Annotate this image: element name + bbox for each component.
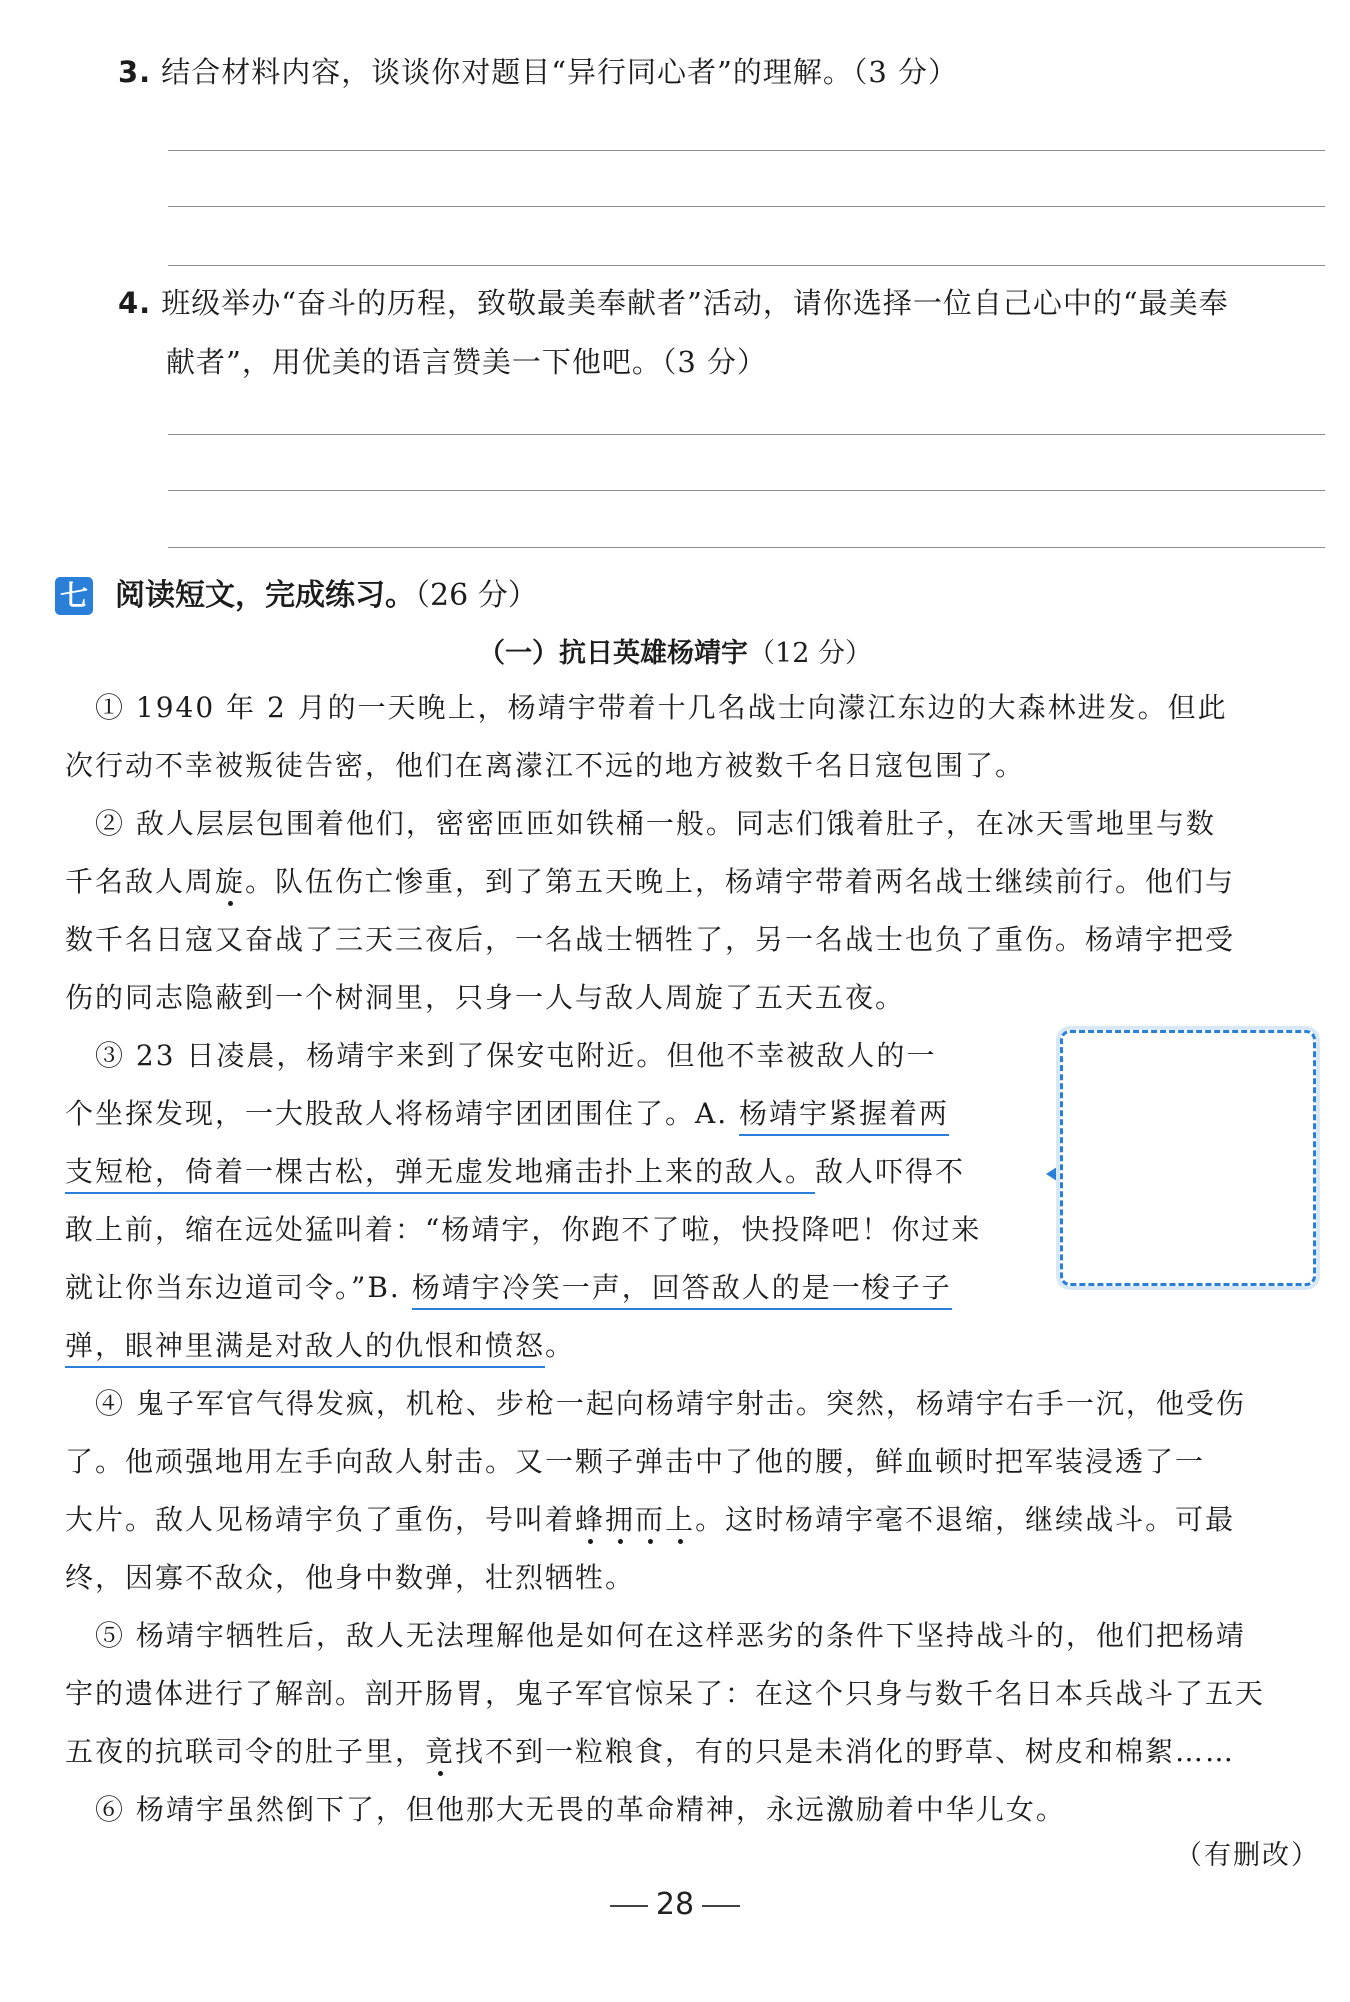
dash-left — [610, 1905, 648, 1907]
paragraph-5-line-3 — [65, 1732, 1235, 1772]
text-span: 。队伍伤亡惨重，到了第五天晚上，杨靖宇带着两名战士继续前行。他们与 — [245, 865, 1236, 898]
question-text: 班级举办“奋斗的历程，致敬最美奉献者”活动，请你选择一位自己心中的“最美奉 — [161, 286, 1229, 320]
answer-line[interactable] — [168, 150, 1325, 151]
paragraph-1-line-2: 次行动不幸被叛徒告密，他们在离濛江不远的地方被数千名日寇包围了。 — [65, 749, 1026, 782]
dotted-char: 旋 — [215, 865, 246, 898]
paragraph-4-line-4: 终，因寡不敌众，他身中数弹，壮烈牺牲。 — [65, 1561, 636, 1594]
paragraph-5-line-1: ⑤ 杨靖宇牺牲后，敌人无法理解他是如何在这样恶劣的条件下坚持战斗的，他们把杨靖 — [95, 1619, 1246, 1652]
underlined-sentence-a: 支短枪，倚着一棵古松，弹无虚发地痛击扑上来的敌人。 — [65, 1155, 815, 1194]
text-span: 。这时杨靖宇毫不退缩，继续战斗。可最 — [695, 1503, 1236, 1536]
underlined-sentence-a: 杨靖宇紧握着两 — [739, 1097, 949, 1136]
paragraph-4-line-1: ④ 鬼子军官气得发疯，机枪、步枪一起向杨靖宇射击。突然，杨靖宇右手一沉，他受伤 — [95, 1387, 1246, 1420]
paragraph-2-line-2 — [65, 862, 1235, 902]
section-title — [115, 575, 538, 617]
paragraph-6: ⑥ 杨靖宇虽然倒下了，但他那大无畏的革命精神，永远激励着中华儿女。 — [95, 1793, 1066, 1826]
paragraph-1-line-1: ① 1940 年 2 月的一天晚上，杨靖宇带着十几名战士向濛江东边的大森林进发。但此 — [95, 691, 1228, 724]
underlined-sentence-b: 弹，眼神里满是对敌人的仇恨和愤怒 — [65, 1329, 545, 1368]
text-span: 找不到一粒粮食，有的只是未消化的野草、树皮和棉絮…… — [455, 1735, 1236, 1768]
paragraph-3-line-4: 敢上前，缩在远处猛叫着：“杨靖宇，你跑不了啦，快投降吧！你过来 — [65, 1213, 982, 1246]
page-number — [0, 1883, 1350, 1927]
dotted-char: 竟 — [425, 1735, 456, 1768]
answer-line[interactable] — [168, 265, 1325, 266]
dash-right — [702, 1905, 740, 1907]
dotted-char: 拥 — [605, 1503, 636, 1536]
question-number: 3. — [118, 55, 152, 89]
answer-line[interactable] — [168, 434, 1325, 435]
text-span: 千名敌人周 — [65, 865, 216, 898]
paragraph-2-line-3: 数千名日寇又奋战了三天三夜后，一名战士牺牲了，另一名战士也负了重伤。杨靖宇把受 — [65, 923, 1236, 956]
text-span: 就让你当东边道司令。”B. — [65, 1271, 412, 1304]
question-3 — [118, 52, 958, 92]
question-4 — [118, 283, 1229, 323]
paragraph-3-line-3 — [65, 1152, 965, 1192]
text-span: 。 — [545, 1329, 576, 1362]
paragraph-3-line-6 — [65, 1326, 575, 1366]
dotted-char: 上 — [665, 1503, 696, 1536]
answer-line[interactable] — [168, 547, 1325, 548]
article-subtitle — [0, 634, 1350, 674]
article-subtitle-text: （一）抗日英雄杨靖宇 — [478, 638, 749, 669]
article-subtitle-points: （12 分） — [748, 638, 872, 669]
paragraph-3-line-1: ③ 23 日凌晨，杨靖宇来到了保安屯附近。但他不幸被敌人的一 — [95, 1039, 937, 1072]
paragraph-4-line-3 — [65, 1500, 1235, 1540]
section-badge: 七 — [55, 577, 93, 615]
question-4-line-2: 献者”，用优美的语言赞美一下他吧。（3 分） — [166, 345, 767, 379]
underlined-sentence-b: 杨靖宇冷笑一声，回答敌人的是一梭子子 — [412, 1271, 952, 1310]
page-number-text: 28 — [655, 1887, 695, 1922]
note-box-pointer — [1046, 1165, 1060, 1183]
paragraph-2-line-4: 伤的同志隐蔽到一个树洞里，只身一人与敌人周旋了五天五夜。 — [65, 981, 906, 1014]
text-span: 大片。敌人见杨靖宇负了重伤，号叫着 — [65, 1503, 576, 1536]
text-span: 五夜的抗联司令的肚子里， — [65, 1735, 426, 1768]
paragraph-3-line-2 — [65, 1094, 949, 1134]
section-title-text: 阅读短文，完成练习。 — [115, 578, 415, 613]
paragraph-2-line-1: ② 敌人层层包围着他们，密密匝匝如铁桶一般。同志们饿着肚子，在冰天雪地里与数 — [95, 807, 1216, 840]
question-text: 结合材料内容，谈谈你对题目“异行同心者”的理解。（3 分） — [161, 55, 959, 89]
paragraph-3-line-5 — [65, 1268, 952, 1308]
paragraph-5-line-2: 宇的遗体进行了解剖。剖开肠胃，鬼子军官惊呆了：在这个只身与数千名日本兵战斗了五天 — [65, 1677, 1266, 1710]
section-points: （26 分） — [415, 578, 538, 613]
dotted-char: 蜂 — [575, 1503, 606, 1536]
paragraph-4-line-2: 了。他顽强地用左手向敌人射击。又一颗子弹击中了他的腰，鲜血顿时把军装浸透了一 — [65, 1445, 1206, 1478]
answer-line[interactable] — [168, 206, 1325, 207]
dotted-char: 而 — [635, 1503, 666, 1536]
source-note: （有删改） — [1175, 1840, 1320, 1871]
text-span: 个坐探发现，一大股敌人将杨靖宇团团围住了。A. — [65, 1097, 740, 1130]
question-number: 4. — [118, 286, 152, 320]
answer-line[interactable] — [168, 490, 1325, 491]
text-span: 敌人吓得不 — [815, 1155, 966, 1188]
annotation-box[interactable] — [1060, 1030, 1316, 1286]
